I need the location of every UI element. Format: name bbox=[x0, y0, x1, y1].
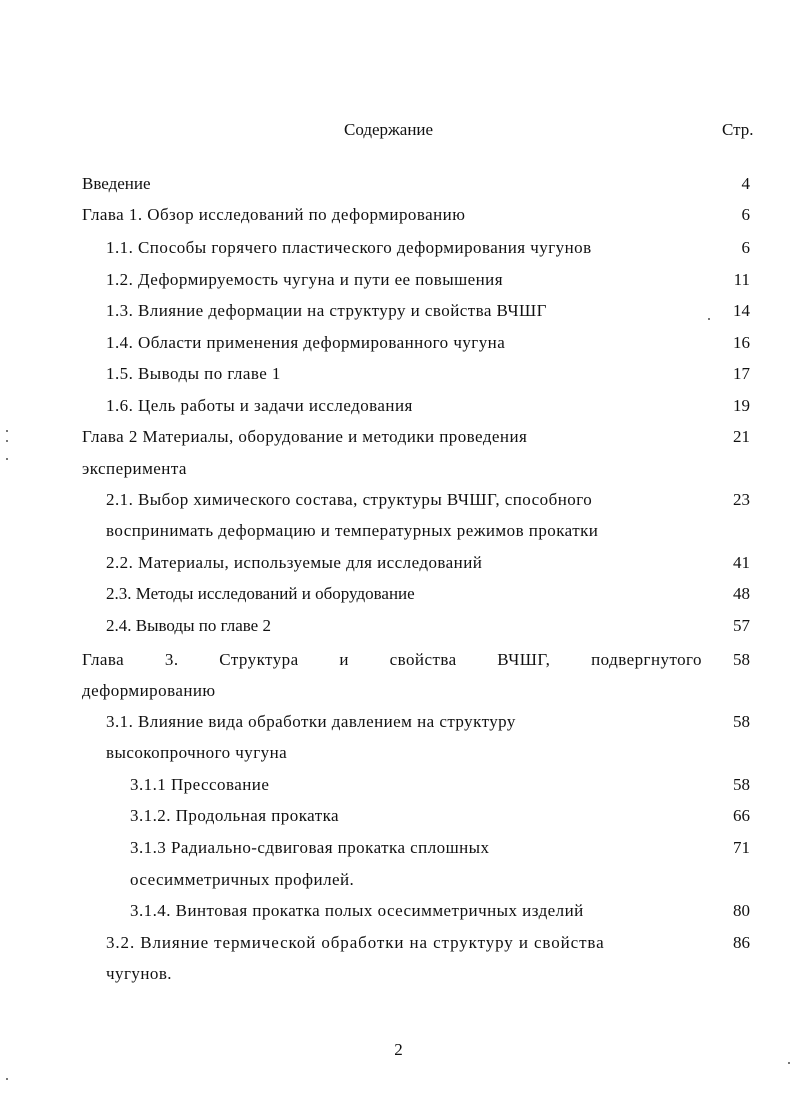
toc-word: свойства bbox=[389, 650, 457, 669]
toc-page-number: 6 bbox=[741, 205, 750, 224]
toc-entry-2-1[interactable]: 2.1. Выбор химического состава, структуры ВЧШГ, способного bbox=[106, 490, 593, 509]
toc-entry-3-1-1[interactable]: 3.1.1 Прессование bbox=[130, 775, 270, 794]
toc-entry-3-1-cont: высокопрочного чугуна bbox=[106, 743, 288, 762]
scan-speck bbox=[788, 1062, 790, 1064]
scan-speck bbox=[708, 318, 710, 320]
page-column-header: Стр. bbox=[722, 120, 754, 139]
toc-entry-2-4[interactable]: 2.4. Выводы по главе 2 bbox=[106, 616, 271, 635]
toc-page-number: 80 bbox=[733, 901, 750, 920]
toc-word: Структура bbox=[219, 650, 299, 669]
toc-entry-3-2-cont: чугунов. bbox=[106, 964, 172, 983]
toc-word: подвергнутого bbox=[591, 650, 702, 669]
toc-page-number: 48 bbox=[733, 584, 750, 603]
toc-entry-1-5[interactable]: 1.5. Выводы по главе 1 bbox=[106, 364, 281, 383]
scan-speck bbox=[6, 1078, 8, 1080]
toc-entry-3-1-4[interactable]: 3.1.4. Винтовая прокатка полых осесимметричных изделий bbox=[130, 901, 584, 920]
toc-page-number: 58 bbox=[733, 712, 750, 731]
toc-page-number: 6 bbox=[741, 238, 750, 257]
toc-page-number: 57 bbox=[733, 616, 750, 635]
page-number-footer: 2 bbox=[394, 1040, 403, 1059]
toc-entry-1-1[interactable]: 1.1. Способы горячего пластического деформирования чугунов bbox=[106, 238, 592, 257]
toc-entry-1-4[interactable]: 1.4. Области применения деформированного чугуна bbox=[106, 333, 506, 352]
toc-page-number: 86 bbox=[733, 933, 750, 952]
toc-entry-chapter-2[interactable]: Глава 2 Материалы, оборудование и методики проведения bbox=[82, 427, 528, 446]
toc-page-number: 23 bbox=[733, 490, 750, 509]
toc-page-number: 16 bbox=[733, 333, 750, 352]
toc-page-number: 21 bbox=[733, 427, 750, 446]
toc-page-number: 41 bbox=[733, 553, 750, 572]
toc-word: Глава bbox=[82, 650, 125, 669]
toc-page-number: 17 bbox=[733, 364, 750, 383]
toc-entry-chapter-3[interactable] bbox=[82, 644, 702, 676]
toc-word: 3. bbox=[164, 650, 179, 669]
toc-entry-2-1-cont: воспринимать деформацию и температурных режимов прокатки bbox=[106, 521, 599, 540]
toc-page-number: 66 bbox=[733, 806, 750, 825]
toc-entry-intro[interactable]: Введение bbox=[82, 174, 151, 193]
toc-title: Содержание bbox=[344, 120, 434, 139]
toc-word: и bbox=[339, 650, 349, 669]
toc-entry-1-3[interactable]: 1.3. Влияние деформации на структуру и свойства ВЧШГ bbox=[106, 301, 547, 320]
toc-entry-2-2[interactable]: 2.2. Материалы, используемые для исследований bbox=[106, 553, 483, 572]
toc-entry-3-1[interactable]: 3.1. Влияние вида обработки давлением на структуру bbox=[106, 712, 516, 731]
toc-page-number: 71 bbox=[733, 838, 750, 857]
toc-page-number: 58 bbox=[733, 650, 750, 669]
scan-speck bbox=[6, 440, 8, 442]
toc-entry-3-1-3-cont: осесимметричных профилей. bbox=[130, 870, 355, 889]
toc-entry-2-3[interactable]: 2.3. Методы исследований и оборудование bbox=[106, 584, 415, 603]
toc-page-number: 19 bbox=[733, 396, 750, 415]
toc-entry-chapter-3-cont: деформированию bbox=[82, 681, 216, 700]
toc-page-number: 4 bbox=[741, 174, 750, 193]
toc-page-number: 14 bbox=[733, 301, 750, 320]
toc-page-number: 58 bbox=[733, 775, 750, 794]
toc-entry-3-1-2[interactable]: 3.1.2. Продольная прокатка bbox=[130, 806, 340, 825]
toc-entry-1-2[interactable]: 1.2. Деформируемость чугуна и пути ее повышения bbox=[106, 270, 504, 289]
scan-speck bbox=[6, 430, 8, 432]
toc-entry-chapter-1[interactable]: Глава 1. Обзор исследований по деформированию bbox=[82, 205, 466, 224]
toc-word: ВЧШГ, bbox=[497, 650, 551, 669]
toc-entry-3-1-3[interactable]: 3.1.3 Радиально-сдвиговая прокатка сплошных bbox=[130, 838, 490, 857]
toc-entry-1-6[interactable]: 1.6. Цель работы и задачи исследования bbox=[106, 396, 413, 415]
toc-entry-3-2[interactable]: 3.2. Влияние термической обработки на структуру и свойства bbox=[106, 933, 605, 952]
toc-entry-chapter-2-cont: эксперимента bbox=[82, 459, 187, 478]
toc-page-number: 11 bbox=[733, 270, 750, 289]
scan-speck bbox=[6, 458, 8, 460]
